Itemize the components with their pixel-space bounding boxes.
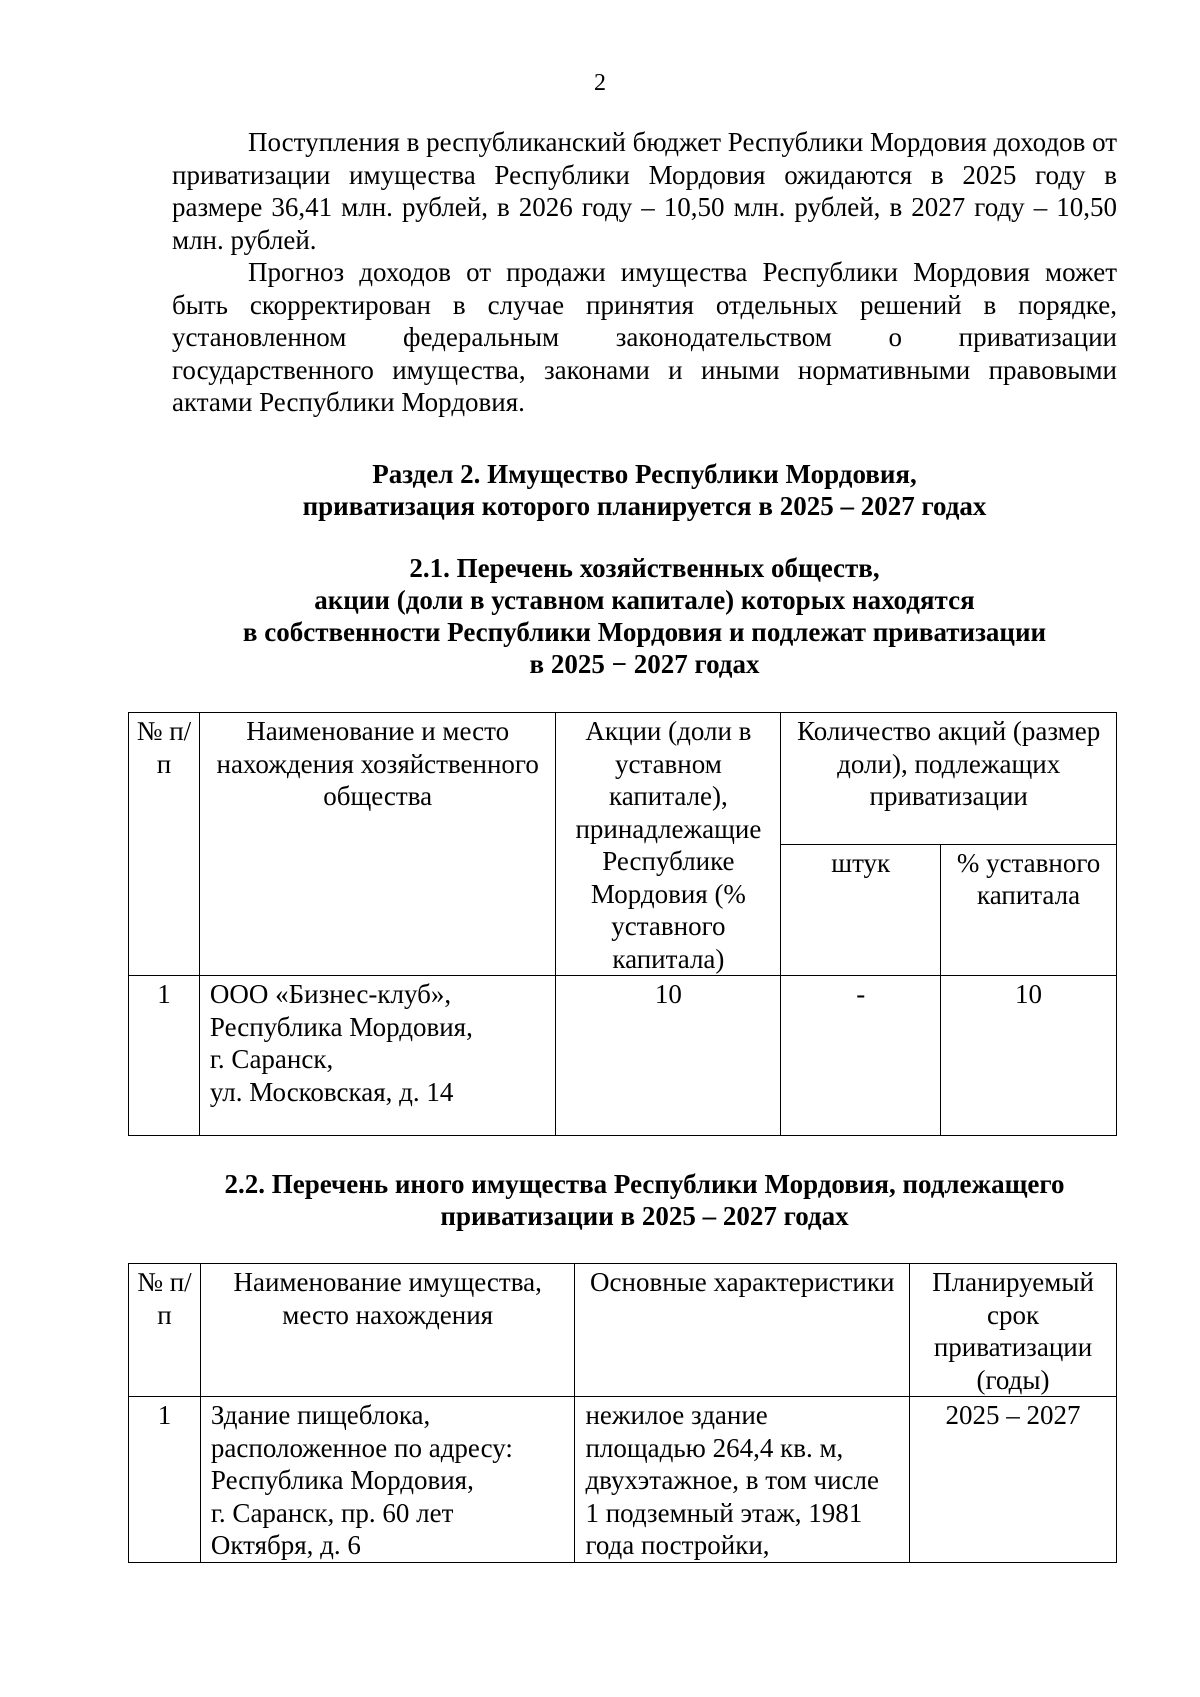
table1-header-pieces: штук xyxy=(781,844,941,976)
table2-row-char-line: нежилое здание xyxy=(585,1400,768,1430)
table1-row-name-line: ООО «Бизнес-клуб», xyxy=(209,979,452,1009)
table1-row-name-line: ул. Московская, д. 14 xyxy=(209,1076,454,1107)
table2-row-char-line: двухэтажное, в том числе xyxy=(585,1465,879,1495)
subsection-2-2-line2: приватизации в 2025 – 2027 годах xyxy=(440,1201,849,1231)
table1-row-name-line: Республика Мордовия, xyxy=(209,1011,473,1042)
table1-header-name: Наименование и место нахождения хозяйственного общества xyxy=(199,713,556,976)
table2-row-char-line: года постройки, xyxy=(585,1530,770,1560)
table1-row-name-line: г. Саранск, xyxy=(209,1044,334,1074)
table2-row-name-line: Октября, д. 6 xyxy=(210,1530,361,1560)
section-2-subtitle: приватизация которого планируется в 2025 – 2027 годах xyxy=(302,491,987,521)
table2-row-name-line: расположенное по адресу: xyxy=(210,1432,513,1463)
table2-header-term: Планируемый срок приватизации (годы) xyxy=(910,1264,1117,1397)
table1-row-pieces: - xyxy=(781,976,941,1136)
subsection-2-2-line1: 2.2. Перечень иного имущества Республики Мордовия, подлежащего xyxy=(224,1169,1065,1199)
companies-table xyxy=(128,712,1117,1136)
table1-header-quantity: Количество акций (размер доли), подлежащих приватизации xyxy=(781,713,1117,845)
table2-row-name-line: Республика Мордовия, xyxy=(210,1465,474,1495)
subsection-2-1-line3: в собственности Республики Мордовия и подлежат приватизации xyxy=(242,617,1047,647)
section-2-title: Раздел 2. Имущество Республики Мордовия, xyxy=(372,459,917,489)
table2-row-char-line: 1 подземный этаж, 1981 xyxy=(585,1497,863,1528)
table1-row-name xyxy=(199,976,556,1136)
table2-row-term: 2025 – 2027 xyxy=(910,1397,1117,1563)
table2-header-characteristics: Основные характеристики xyxy=(575,1264,910,1397)
subsection-2-1-line1: 2.1. Перечень хозяйственных обществ, xyxy=(409,553,880,583)
table1-header-percent: % уставного капитала xyxy=(941,844,1117,976)
intro-text xyxy=(172,126,1117,419)
table1-header-shares: Акции (доли в уставном капитале), принадлежащие Республике Мордовия (% уставного капитала) xyxy=(556,713,781,976)
table2-row-name-line: г. Саранск, пр. 60 лет xyxy=(210,1497,454,1528)
paragraph-forecast: Прогноз доходов от продажи имущества Республики Мордовия может быть скорректирован в случае принятия отдельных решений в порядке, установленном федеральным законодательством о приватизации государственного имущества, законами и иными нормативными правовыми актами Республики Мордовия. xyxy=(172,257,1117,417)
table2-row-name-line: Здание пищеблока, xyxy=(210,1400,431,1430)
table-row xyxy=(129,1397,1117,1563)
table2-header-num: № п/п xyxy=(129,1264,201,1397)
subsection-2-1-line4: в 2025 − 2027 годах xyxy=(529,649,760,679)
table1-row-num: 1 xyxy=(129,976,200,1136)
table2-header-name: Наименование имущества, место нахождения xyxy=(200,1264,575,1397)
table2-row-characteristics xyxy=(575,1397,910,1563)
table1-row-percent: 10 xyxy=(941,976,1117,1136)
subsection-2-1-heading xyxy=(172,552,1117,680)
page-number: 2 xyxy=(594,70,606,96)
table-row xyxy=(129,976,1117,1136)
paragraph-revenue: Поступления в республиканский бюджет Республики Мордовия доходов от приватизации имущества Республики Мордовия ожидаются в 2025 году в размере 36,41 млн. рублей, в 2026 году – 10,50 млн. рублей, в 2027 году – 10,50 млн. рублей. xyxy=(172,127,1118,255)
table2-header-row xyxy=(129,1264,1117,1397)
table2-row-char-line: площадью 264,4 кв. м, xyxy=(585,1432,844,1463)
table1-row-shares: 10 xyxy=(556,976,781,1136)
property-table xyxy=(128,1263,1117,1563)
subsection-2-2-heading xyxy=(172,1168,1117,1232)
table2-row-name xyxy=(200,1397,575,1563)
table1-header-row xyxy=(129,713,1117,845)
section-2-heading xyxy=(172,458,1117,522)
subsection-2-1-line2: акции (доли в уставном капитале) которых находятся xyxy=(314,585,975,615)
table1-header-num: № п/п xyxy=(129,713,200,976)
table2-row-num: 1 xyxy=(129,1397,201,1563)
